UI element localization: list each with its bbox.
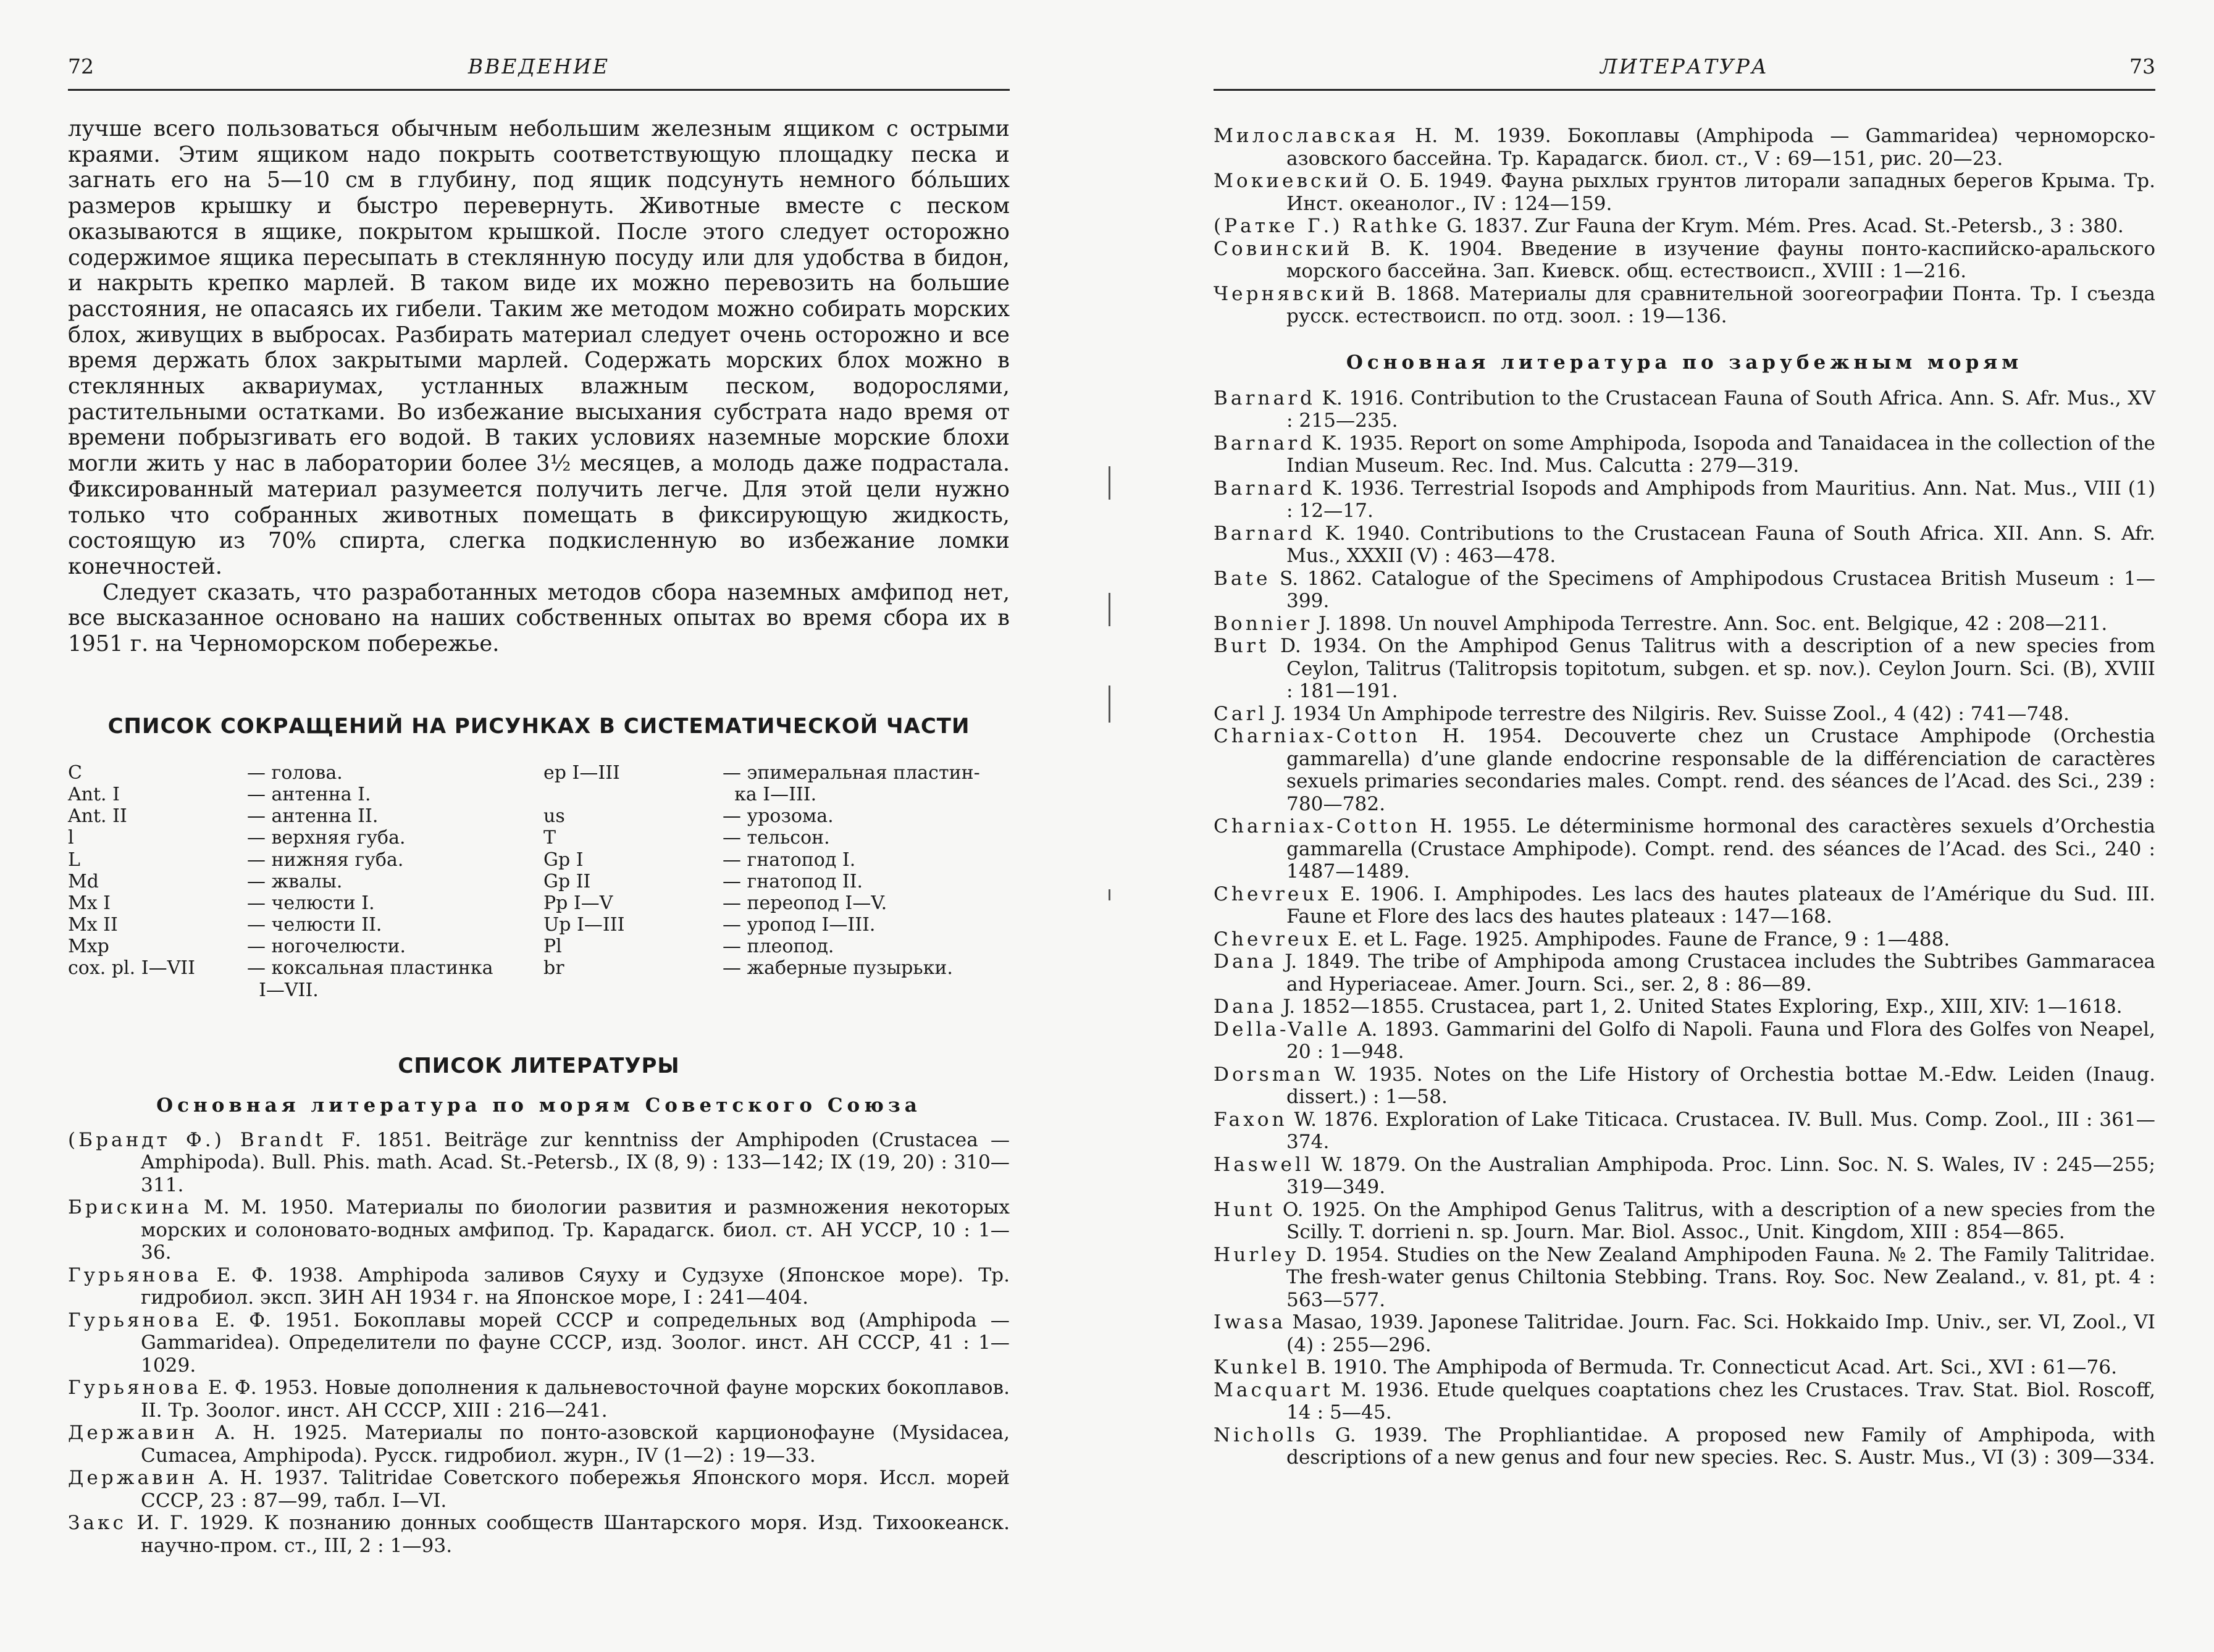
abbreviation-row bbox=[543, 914, 1010, 936]
reference-text: Е. Ф. 1938. Amphipoda заливов Сяуху и Судзухе (Японское море). Тр. гидробиол. эксп. ЗИН АН 1934 г. на Японское море, I : 241—404. bbox=[141, 1264, 1010, 1309]
reference-text: A. 1893. Gammarini del Golfo di Napoli. Fauna und Flora des Golfes von Neapel, 20 : 1—948. bbox=[1286, 1018, 2155, 1063]
reference-entry bbox=[1214, 1018, 2155, 1063]
abbreviation-meaning: — эпимеральная пластин- ка I—III. bbox=[723, 761, 980, 805]
abbreviation-row bbox=[543, 805, 1010, 827]
reference-text: E. 1906. I. Amphipodes. Les lacs des hautes plateaux de l’Amérique du Sud. III. Faune et Flore des lacs des hautes plateaux : 147—168. bbox=[1286, 883, 2155, 928]
reference-text: J. 1852—1855. Crustacea, part 1, 2. United States Exploring, Exp., XIII, XIV: 1—1618. bbox=[1277, 996, 2123, 1018]
abbreviation-meaning: — голова. bbox=[247, 761, 343, 784]
left-page bbox=[68, 0, 1010, 1652]
reference-entry bbox=[1214, 815, 2155, 883]
reference-text: W. 1935. Notes on the Life History of Orchestia bottae M.-Edw. Leiden (Inaug. dissert.) : 1—58. bbox=[1286, 1063, 2155, 1108]
reference-text: W. 1879. On the Australian Amphipoda. Proc. Linn. Soc. N. S. Wales, IV : 245—255; 319—349. bbox=[1286, 1153, 2155, 1198]
reference-text: M. 1936. Etude quelques coaptations chez les Crustaces. Trav. Stat. Biol. Roscoff, 14 : 5—45. bbox=[1286, 1378, 2155, 1423]
reference-author: Nicholls bbox=[1214, 1423, 1319, 1446]
abbreviation-meaning: — челюсти II. bbox=[247, 914, 382, 936]
abbreviation-row bbox=[68, 957, 543, 1000]
abbreviation-code: cox. pl. I—VII bbox=[68, 957, 195, 979]
abbreviation-meaning: — гнатопод II. bbox=[723, 870, 863, 892]
reference-author: Hurley bbox=[1214, 1243, 1299, 1266]
abbreviation-code: Mxp bbox=[68, 936, 109, 958]
abbreviation-code: Gp I bbox=[543, 849, 584, 871]
abbreviation-code: ep I—III bbox=[543, 761, 620, 784]
reference-text: G. 1837. Zur Fauna der Krym. Mém. Pres. Acad. St.-Petersb., 3 : 380. bbox=[1440, 215, 2124, 237]
reference-author: Barnard bbox=[1214, 477, 1315, 500]
reference-author: Dana bbox=[1214, 996, 1277, 1018]
reference-entry bbox=[68, 1512, 1010, 1557]
abbreviations-title: СПИСОК СОКРАЩЕНИЙ НА РИСУНКАХ В СИСТЕМАТИЧЕСКОЙ ЧАСТИ bbox=[107, 713, 970, 739]
reference-author: Barnard bbox=[1214, 387, 1315, 409]
reference-author: Dorsman bbox=[1214, 1063, 1323, 1086]
reference-author: Совинский bbox=[1214, 237, 1353, 260]
reference-entry bbox=[1214, 883, 2155, 928]
abbreviation-code: us bbox=[543, 805, 565, 828]
right-page bbox=[1214, 0, 2155, 1652]
abbreviation-row bbox=[68, 892, 543, 914]
reference-author: Гурьянова bbox=[68, 1264, 202, 1286]
running-head-right bbox=[1214, 54, 2155, 91]
gutter-mark bbox=[1109, 593, 1110, 626]
reference-entry bbox=[68, 1422, 1010, 1467]
literature-title: СПИСОК ЛИТЕРАТУРЫ bbox=[398, 1053, 680, 1078]
reference-entry bbox=[1214, 635, 2155, 703]
reference-text: М. М. 1950. Материалы по биологии развития и размножения некоторых морских и солоновато-водных амфипод. Тр. Карадагск. биол. ст. АН УССР, 10 : 1—36. bbox=[141, 1196, 1010, 1264]
abbreviation-code: Mx II bbox=[68, 914, 118, 936]
abbreviation-meaning: — плеопод. bbox=[723, 936, 834, 958]
abbreviation-row bbox=[543, 849, 1010, 871]
reference-text: E. et L. Fage. 1925. Amphipodes. Faune de France, 9 : 1—488. bbox=[1331, 928, 1950, 950]
page-number-left: 72 bbox=[68, 54, 94, 78]
reference-entry bbox=[1214, 215, 2155, 238]
abbreviation-row bbox=[543, 871, 1010, 892]
reference-author: Charniax-Cotton bbox=[1214, 815, 1421, 837]
reference-entry bbox=[1214, 1424, 2155, 1469]
reference-author: (Ратке Г.) Rathke bbox=[1214, 215, 1441, 237]
reference-text: А. Н. 1925. Материалы по понто-азовской карционофауне (Mysidacea, Cumacea, Amphipoda). Русск. гидробиол. журн., IV (1—2) : 19—33. bbox=[141, 1422, 1010, 1467]
reference-entry bbox=[1214, 1109, 2155, 1154]
abbreviation-row bbox=[543, 957, 1010, 979]
reference-author: Kunkel bbox=[1214, 1356, 1301, 1378]
paragraph-continuation: лучше всего пользоваться обычным небольшим железным ящиком с острыми краями. Этим ящиком надо покрыть соответствующую площадку песка и загнать его на 5—10 см в глубину, под ящик подсунуть немного бо́льших размеров крышку и быстро перевернуть. Животные вместе с песком оказываются в ящике, покрытом крышкой. После этого следует осторожно содержимое ящика пересыпать в стеклянную посуду или для удобства в бидон, и накрыть крепко марлей. В таком виде их можно перевозить на большие расстояния, не опасаясь их гибели. Таким же методом можно собирать морских блох, живущих в выбросах. Разбирать материал следует очень осторожно и все время держать блох закрытыми марлей. Содержать морских блох можно в стеклянных аквариумах, устланных влажным песком, водорослями, растительными остатками. Во избежание высыхания субстрата надо время от времени побрызгивать его водой. В таких условиях наземные морские блохи могли жить у нас в лаборатории более 3½ месяцев, а молодь даже подрастала. Фиксированный материал разумеется получить легче. Для этой цели нужно только что собранных животных помещать в фиксирующую жидкость, состоящую из 70% спирта, слегка подкисленную во избежание ломки конечностей. bbox=[68, 116, 1010, 579]
reference-author: Haswell bbox=[1214, 1153, 1314, 1176]
paragraph-methods-note: Следует сказать, что разработанных методов сбора наземных амфипод нет, все высказанное основано на наших собственных опытах во время сбора их в 1951 г. на Черноморском побережье. bbox=[68, 579, 1010, 657]
reference-list-foreign bbox=[1214, 387, 2155, 1469]
reference-author: Мокиевский bbox=[1214, 170, 1372, 192]
reference-entry bbox=[1214, 725, 2155, 815]
abbreviation-meaning: — жаберные пузырьки. bbox=[723, 957, 953, 979]
abbreviation-meaning: — уропод I—III. bbox=[723, 914, 876, 936]
abbreviations-column-left bbox=[68, 762, 543, 1001]
reference-text: Е. Ф. 1951. Бокоплавы морей СССР и сопредельных вод (Amphipoda — Gammaridea). Определители по фауне СССР, изд. Зоолог. инст. АН СССР, 41 : 1—1029. bbox=[141, 1309, 1010, 1377]
abbreviations-column-right bbox=[543, 762, 1010, 979]
reference-author: Faxon bbox=[1214, 1108, 1288, 1131]
literature-subtitle-soviet: Основная литература по морям Советского Союза bbox=[156, 1094, 921, 1117]
reference-list-soviet-continued bbox=[1214, 125, 2155, 328]
abbreviation-meaning: — гнатопод I. bbox=[723, 849, 856, 871]
reference-text: Н. М. 1939. Бокоплавы (Amphipoda — Gammaridea) черноморско-азовского бассейна. Тр. Карадагск. биол. ст., V : 69—151, рис. 20—23. bbox=[1286, 125, 2155, 170]
abbreviation-meaning: — жвалы. bbox=[247, 870, 343, 892]
abbreviations-table bbox=[68, 762, 1010, 1029]
abbreviation-code: br bbox=[543, 957, 564, 979]
abbreviation-meaning: — верхняя губа. bbox=[247, 827, 406, 849]
abbreviation-code: Gp II bbox=[543, 870, 591, 892]
reference-text: S. 1862. Catalogue of the Specimens of Amphipodous Crustacea British Museum : 1—399. bbox=[1270, 567, 2155, 612]
abbreviation-meaning: — урозома. bbox=[723, 805, 834, 828]
reference-text: D. 1934. On the Amphipod Genus Talitrus with a description of a new species from Ceylon, Talitrus (Talitropsis topitotum, subgen. et sp. nov.). Ceylon Journ. Sci. (B), XVIII : 181—191. bbox=[1269, 635, 2155, 702]
reference-text: K. 1935. Report on some Amphipoda, Isopoda and Tanaidacea in the collection of the Indian Museum. Rec. Ind. Mus. Calcutta : 279—319. bbox=[1286, 432, 2155, 477]
running-head-left bbox=[68, 54, 1010, 91]
reference-author: Macquart bbox=[1214, 1378, 1334, 1401]
reference-list-left bbox=[68, 1129, 1010, 1558]
reference-author: Милославская bbox=[1214, 125, 1399, 147]
reference-entry bbox=[68, 1309, 1010, 1377]
abbreviation-row bbox=[68, 936, 543, 957]
reference-text: W. 1876. Exploration of Lake Titicaca. Crustacea. IV. Bull. Mus. Comp. Zool., III : 361—374. bbox=[1286, 1108, 2155, 1153]
reference-entry bbox=[1214, 1199, 2155, 1244]
reference-author: Hunt bbox=[1214, 1198, 1275, 1221]
abbreviation-row bbox=[68, 762, 543, 784]
reference-entry bbox=[1214, 703, 2155, 726]
reference-author: Della-Valle bbox=[1214, 1018, 1351, 1041]
abbreviation-row bbox=[68, 784, 543, 805]
reference-text: K. 1916. Contribution to the Crustacean Fauna of South Africa. Ann. S. Afr. Mus., XV : 215—235. bbox=[1286, 387, 2155, 432]
reference-entry bbox=[1214, 238, 2155, 283]
reference-author: Barnard bbox=[1214, 522, 1315, 545]
reference-author: Гурьянова bbox=[68, 1309, 202, 1331]
reference-entry bbox=[1214, 613, 2155, 635]
gutter-mark bbox=[1109, 466, 1110, 500]
reference-text: О. Б. 1949. Фауна рыхлых грунтов литорали западных берегов Крыма. Тр. Инст. океанолог., IV : 124—159. bbox=[1286, 170, 2155, 215]
abbreviation-row bbox=[68, 805, 543, 827]
reference-author: Chevreux bbox=[1214, 928, 1332, 950]
reference-text: А. Н. 1937. Talitridae Советского побережья Японского моря. Иссл. морей СССР, 23 : 87—99, табл. I—VI. bbox=[141, 1467, 1010, 1512]
reference-author: Bonnier bbox=[1214, 612, 1313, 635]
reference-author: Закс bbox=[68, 1512, 127, 1535]
reference-entry bbox=[1214, 283, 2155, 328]
reference-entry bbox=[1214, 1379, 2155, 1424]
reference-text: J. 1934 Un Amphipode terrestre des Nilgiris. Rev. Suisse Zool., 4 (42) : 741—748. bbox=[1267, 702, 2069, 725]
reference-author: Гурьянова bbox=[68, 1377, 202, 1399]
reference-text: Masao, 1939. Japonese Talitridae. Journ. Fac. Sci. Hokkaido Imp. Univ., ser. VI, Zool., VI (4) : 255—296. bbox=[1286, 1311, 2155, 1356]
abbreviation-code: C bbox=[68, 761, 82, 784]
reference-author: Брискина bbox=[68, 1196, 192, 1219]
reference-author: Bate bbox=[1214, 567, 1271, 590]
abbreviation-code: Md bbox=[68, 870, 99, 892]
reference-author: Чернявский bbox=[1214, 282, 1368, 305]
abbreviation-meaning: — тельсон. bbox=[723, 827, 830, 849]
abbreviation-row bbox=[68, 827, 543, 849]
page-number-right: 73 bbox=[2129, 54, 2155, 78]
abbreviation-meaning: — переопод I—V. bbox=[723, 892, 887, 914]
reference-text: O. 1925. On the Amphipod Genus Talitrus, with a description of a new species from the Scilly. T. dorrieni n. sp. Journ. Mar. Biol. Assoc., Unit. Kingdom, XIII : 854—865. bbox=[1275, 1198, 2155, 1243]
gutter-mark bbox=[1109, 686, 1110, 723]
reference-entry bbox=[1214, 477, 2155, 522]
reference-entry bbox=[1214, 522, 2155, 568]
abbreviation-code: Up I—III bbox=[543, 914, 625, 936]
abbreviation-code: Pl bbox=[543, 936, 562, 958]
reference-author: Державин bbox=[68, 1467, 198, 1490]
reference-entry bbox=[1214, 432, 2155, 477]
reference-text: 1851. Beiträge zur kenntniss der Amphipoden (Crustacea — Amphipoda). Bull. Phis. math. Acad. St.-Petersb., IX (8, 9) : 133—142; IX (19, 20) : 310—311. bbox=[141, 1128, 1010, 1196]
abbreviation-row bbox=[543, 762, 1010, 805]
reference-author: Державин bbox=[68, 1422, 198, 1444]
abbreviation-code: T bbox=[543, 827, 556, 849]
abbreviation-meaning: — нижняя губа. bbox=[247, 849, 404, 871]
reference-entry bbox=[68, 1129, 1010, 1197]
reference-author: (Брандт Ф.) Brandt F. bbox=[68, 1128, 364, 1151]
reference-entry bbox=[1214, 568, 2155, 613]
right-content bbox=[1214, 125, 2155, 1469]
abbreviation-meaning: — антенна I. bbox=[247, 783, 371, 805]
reference-entry bbox=[68, 1377, 1010, 1422]
reference-text: D. 1954. Studies on the New Zealand Amphipoden Fauna. № 2. The Family Talitridae. The fresh-water genus Chiltonia Stebbing. Trans. Roy. Soc. New Zealand., v. 81, pt. 4 : 563—577. bbox=[1286, 1243, 2155, 1311]
abbreviation-row bbox=[68, 849, 543, 871]
reference-text: В. К. 1904. Введение в изучение фауны понто-каспийско-аральского морского бассейна. Зап. Киевск. общ. естествоисп., XVIII : 1—216. bbox=[1286, 237, 2155, 282]
reference-entry bbox=[68, 1196, 1010, 1264]
reference-entry bbox=[1214, 387, 2155, 432]
abbreviation-code: Mx I bbox=[68, 892, 111, 914]
reference-text: И. Г. 1929. К познанию донных сообществ Шантарского моря. Изд. Тихоокеанск. научно-пром. ст., III, 2 : 1—93. bbox=[126, 1512, 1010, 1557]
abbreviation-code: L bbox=[68, 849, 80, 871]
reference-author: Carl bbox=[1214, 702, 1268, 725]
running-title-right: ЛИТЕРАТУРА bbox=[1600, 54, 1769, 78]
abbreviation-row bbox=[543, 936, 1010, 957]
reference-author: Charniax-Cotton bbox=[1214, 725, 1421, 747]
running-title-left: ВВЕДЕНИЕ bbox=[468, 54, 610, 78]
reference-entry bbox=[1214, 125, 2155, 170]
reference-entry bbox=[68, 1467, 1010, 1512]
abbreviation-row bbox=[543, 827, 1010, 849]
reference-text: B. 1910. The Amphipoda of Bermuda. Tr. Connecticut Acad. Art. Sci., XVI : 61—76. bbox=[1300, 1356, 2118, 1378]
reference-author: Barnard bbox=[1214, 432, 1315, 455]
reference-entry bbox=[68, 1264, 1010, 1309]
abbreviation-meaning: — коксальная пластинка I—VII. bbox=[247, 957, 493, 1001]
abbreviation-meaning: — антенна II. bbox=[247, 805, 379, 828]
reference-entry bbox=[1214, 928, 2155, 951]
abbreviation-code: Ant. II bbox=[68, 805, 127, 828]
abbreviation-meaning: — челюсти I. bbox=[247, 892, 375, 914]
reference-text: K. 1940. Contributions to the Crustacean Fauna of South Africa. XII. Ann. S. Afr. Mus., XXXII (V) : 463—478. bbox=[1286, 522, 2155, 567]
reference-text: G. 1939. The Prophliantidae. A proposed new Family of Amphipoda, with descriptions of a new genus and four new species. Rec. S. Austr. Mus., VI (3) : 309—334. bbox=[1286, 1423, 2155, 1469]
reference-entry bbox=[1214, 1356, 2155, 1379]
abbreviation-row bbox=[68, 871, 543, 892]
gutter-mark bbox=[1109, 889, 1110, 900]
abbreviation-meaning: — ногочелюсти. bbox=[247, 936, 406, 958]
abbreviation-code: Pp I—V bbox=[543, 892, 613, 914]
abbreviation-code: l bbox=[68, 827, 74, 849]
reference-author: Iwasa bbox=[1214, 1311, 1286, 1333]
reference-entry bbox=[1214, 950, 2155, 996]
reference-text: H. 1954. Decouverte chez un Crustace Amphipode (Orchestia gammarella) d’une glande endocrine responsable de la différenciation de caractères sexuels primaries secondaries males. Compt. rend. des séances de l’Acad. des Sci., 239 : 780—782. bbox=[1286, 725, 2155, 815]
abbreviation-row bbox=[68, 914, 543, 936]
reference-text: K. 1936. Terrestrial Isopods and Amphipods from Mauritius. Ann. Nat. Mus., VIII (1) : 12—17. bbox=[1286, 477, 2155, 522]
reference-entry bbox=[1214, 1154, 2155, 1199]
reference-author: Chevreux bbox=[1214, 883, 1332, 905]
reference-entry bbox=[1214, 170, 2155, 215]
reference-entry bbox=[1214, 1311, 2155, 1356]
reference-author: Burt bbox=[1214, 635, 1270, 657]
abbreviation-code: Ant. I bbox=[68, 783, 120, 805]
reference-text: J. 1898. Un nouvel Amphipoda Terrestre. Ann. Soc. ent. Belgique, 42 : 208—211. bbox=[1312, 612, 2108, 635]
reference-text: J. 1849. The tribe of Amphipoda among Crustacea includes the Subtribes Gammaracea and Hyperiaceae. Amer. Journ. Sci., ser. 2, 8 : 86—89. bbox=[1277, 950, 2155, 996]
reference-entry bbox=[1214, 1244, 2155, 1312]
left-content bbox=[68, 116, 1010, 1557]
abbreviation-row bbox=[543, 892, 1010, 914]
reference-text: Е. Ф. 1953. Новые дополнения к дальневосточной фауне морских бокоплавов. II. Тр. Зоолог. инст. АН СССР, XIII : 216—241. bbox=[141, 1377, 1010, 1422]
reference-text: В. 1868. Материалы для сравнительной зоогеографии Понта. Тр. I съезда русск. естествоисп. по отд. зоол. : 19—136. bbox=[1286, 282, 2155, 327]
literature-subtitle-foreign: Основная литература по зарубежным морям bbox=[1346, 351, 2023, 374]
reference-author: Dana bbox=[1214, 950, 1277, 973]
reference-entry bbox=[1214, 1063, 2155, 1109]
reference-entry bbox=[1214, 996, 2155, 1018]
reference-text: H. 1955. Le déterminisme hormonal des caractères sexuels d’Orchestia gammarella (Crustace Amphipode). Compt. rend. des séances de l’Acad. des Sci., 240 : 1487—1489. bbox=[1286, 815, 2155, 883]
